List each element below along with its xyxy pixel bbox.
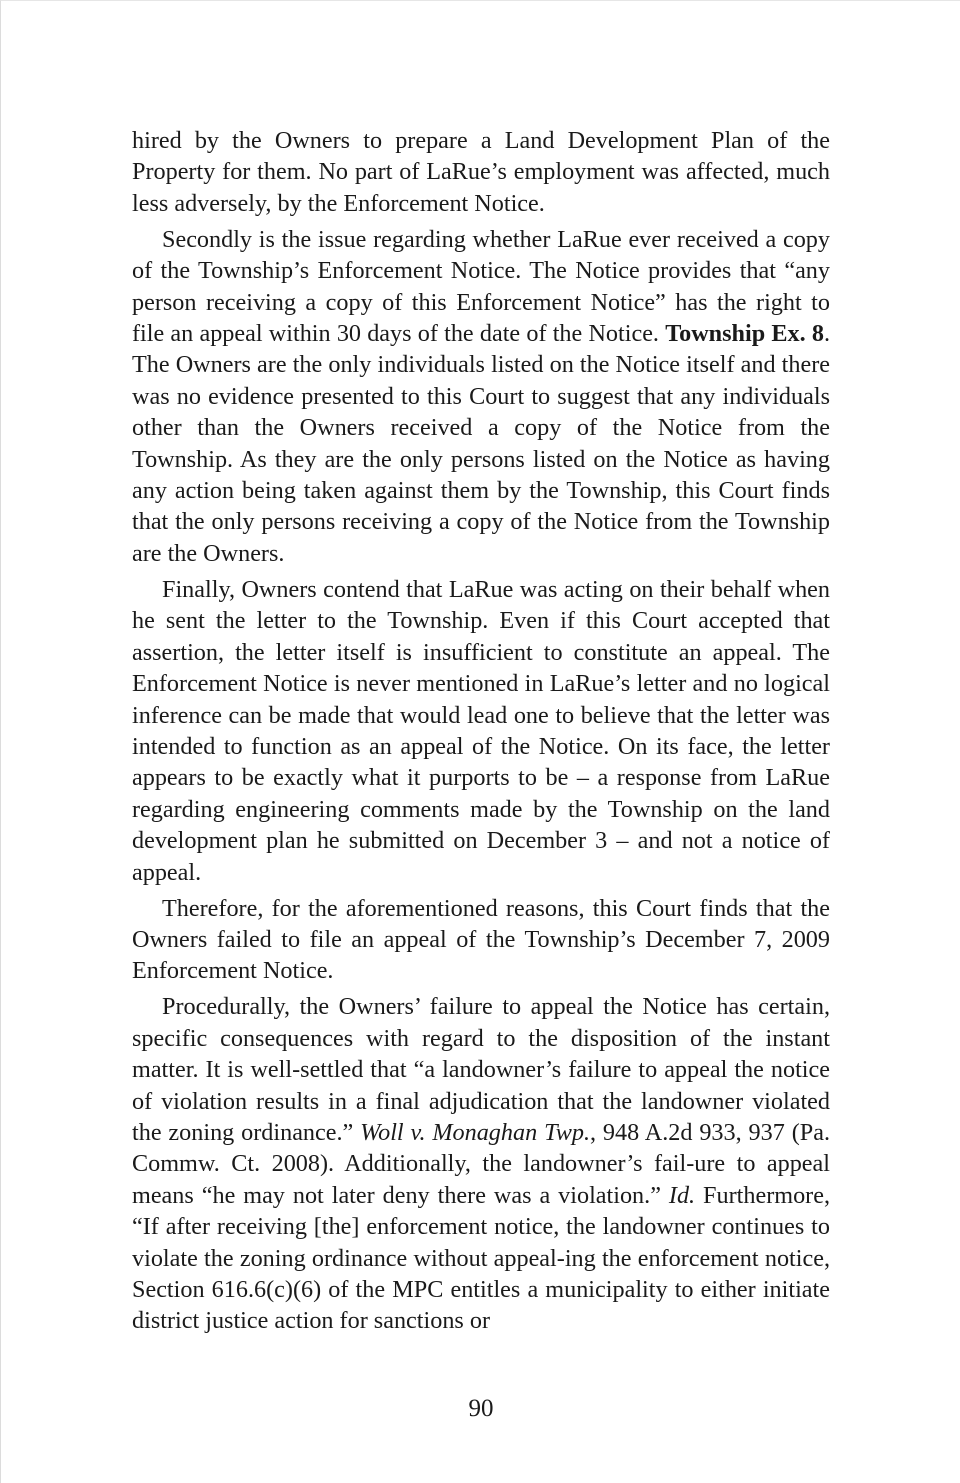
body-text [132, 125, 830, 1341]
paragraph-conclusion [132, 893, 830, 987]
paragraph-procedural-consequences [132, 991, 830, 1336]
text-run: Furthermore, “If after receiving [the] enforcement notice, the landowner continues to violate the zoning ordinance without appeal-ing the enforcement notice, Section 616.6(c)(6) of the MPC entitles a municipality to either initiate district justice action for sanctions or [132, 1181, 830, 1335]
exhibit-reference: Township Ex. 8 [665, 320, 824, 348]
id-citation: Id. [668, 1181, 696, 1209]
text-run: Procedurally, the Owners’ failure to appeal the Notice has certain, specific consequences with regard to the disposition of the instant matter. It is well-settled that “a landowner’s failure to appeal the notice of violation results in a final adjudication that the landowner violated the zoning ordinance.” [132, 993, 830, 1146]
text-run: , 948 A.2d 933, 937 (Pa. Commw. Ct. 2008). Additionally, the landowner’s fail-ure to appeal means “he may not later deny there was a violation.” [132, 1118, 830, 1209]
text-run: hired by the Owners to prepare a Land Development Plan of the Property for them. No part of LaRue’s employment was affected, much less adversely, by the Enforcement Notice. [132, 127, 830, 217]
paragraph-continuation [132, 125, 830, 219]
case-citation: Woll v. Monaghan Twp. [360, 1118, 590, 1146]
text-run: Finally, Owners contend that LaRue was acting on their behalf when he sent the letter to the Township. Even if this Court accepted that assertion, the letter itself is insufficient to constitute an appeal. The Enforcement Notice is never mentioned in LaRue’s letter and no logical inference can be made that would lead one to believe that the letter was intended to function as an appeal of the Notice. On its face, the letter appears to be exactly what it purports to be – a response from LaRue regarding engineering comments made by the Township on the land development plan he submitted on December 3 – and not a notice of appeal. [132, 575, 830, 886]
paragraph-larue-letter [132, 574, 830, 888]
page-number: 90 [468, 1395, 494, 1422]
text-run: . The Owners are the only individuals listed on the Notice itself and there was no evidence presented to this Court to suggest that any individuals other than the Owners received a copy of the Notice from the Township. As they are the only persons listed on the Notice as having any action being taken against them by the Township, this Court finds that the only persons receiving a copy of the Notice from the Township are the Owners. [132, 320, 830, 567]
text-run: Therefore, for the aforementioned reasons, this Court finds that the Owners failed to file an appeal of the Township’s December 7, 2009 Enforcement Notice. [132, 894, 830, 985]
text-run: Secondly is the issue regarding whether LaRue ever received a copy of the Township’s Enforcement Notice. The Notice provides that “any person receiving a copy of this Enforcement Notice” has the right to file an appeal within 30 days of the date of the Notice. [132, 225, 830, 348]
paragraph-enforcement-notice-receipt [132, 224, 830, 569]
